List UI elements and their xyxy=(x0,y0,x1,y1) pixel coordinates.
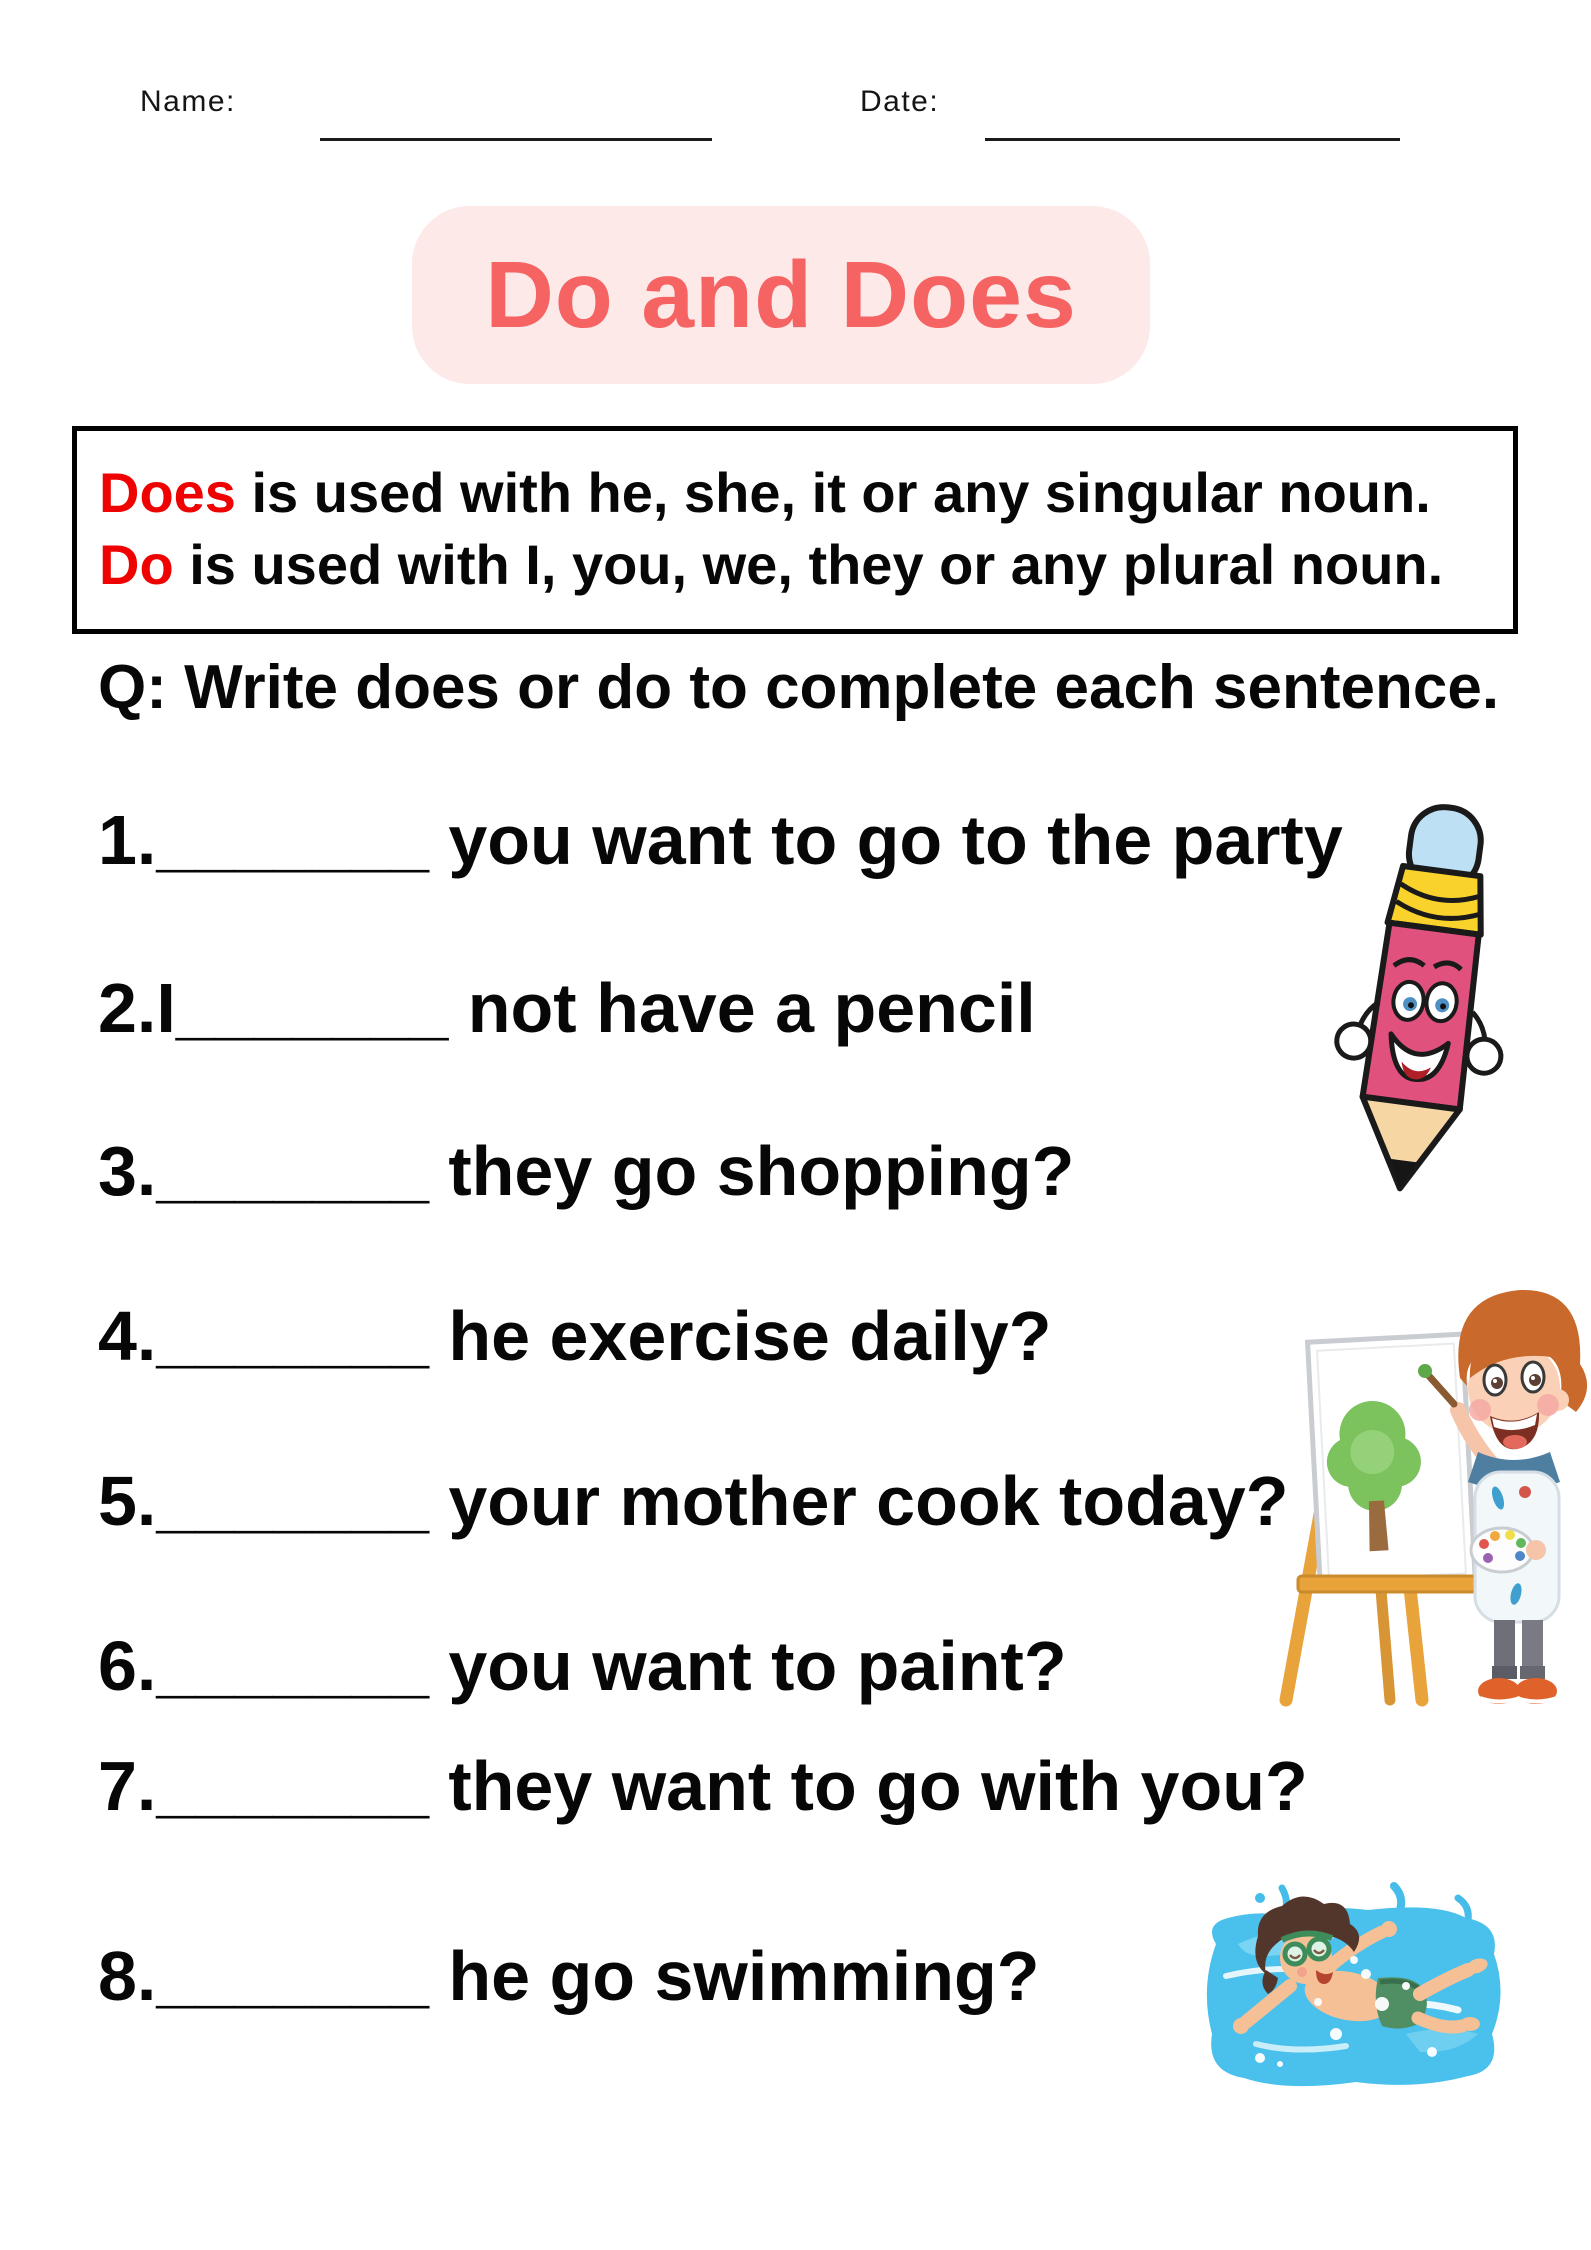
name-label: Name: xyxy=(140,85,236,118)
question-5-text: your mother cook today? xyxy=(428,1462,1289,1540)
question-8-text: he go swimming? xyxy=(428,1937,1040,2015)
pencil-cartoon-illustration xyxy=(1330,798,1520,1198)
rule-text-do: is used with I, you, we, they or any plural noun. xyxy=(173,533,1444,596)
question-prompt: Q: Write does or do to complete each sentence. xyxy=(98,653,1500,722)
boy-painting-illustration xyxy=(1262,1248,1591,1720)
question-4-blank[interactable]: _______ xyxy=(156,1297,429,1375)
question-7-number: 7. xyxy=(98,1747,157,1825)
question-3 xyxy=(98,1132,1075,1210)
question-2-number: 2.I xyxy=(98,969,176,1047)
question-3-blank[interactable]: _______ xyxy=(156,1132,429,1210)
rule-line-does xyxy=(99,457,1499,529)
question-7-blank[interactable]: _______ xyxy=(156,1747,429,1825)
page-title: Do and Does xyxy=(485,241,1077,348)
question-5-number: 5. xyxy=(98,1462,157,1540)
rule-word-do: Do xyxy=(99,533,174,596)
boy-painting-svg xyxy=(1262,1248,1591,1720)
question-8-blank[interactable]: _______ xyxy=(156,1937,429,2015)
question-3-number: 3. xyxy=(98,1132,157,1210)
boy-swimming-svg xyxy=(1196,1882,1506,2097)
pencil-cartoon-svg xyxy=(1330,798,1520,1198)
question-5 xyxy=(98,1462,1289,1540)
name-write-line[interactable] xyxy=(320,138,712,141)
boy-swimming-illustration xyxy=(1196,1882,1506,2097)
question-1 xyxy=(98,801,1343,879)
question-7-text: they want to go with you? xyxy=(428,1747,1308,1825)
question-3-text: they go shopping? xyxy=(428,1132,1075,1210)
question-4-number: 4. xyxy=(98,1297,157,1375)
question-1-text: you want to go to the party xyxy=(428,801,1343,879)
date-write-line[interactable] xyxy=(985,138,1400,141)
rule-word-does: Does xyxy=(99,461,236,524)
question-2-blank[interactable]: _______ xyxy=(175,969,449,1047)
question-6-number: 6. xyxy=(98,1627,157,1705)
question-7 xyxy=(98,1747,1308,1825)
question-4 xyxy=(98,1297,1052,1375)
question-8-number: 8. xyxy=(98,1937,157,2015)
question-6 xyxy=(98,1627,1067,1705)
question-5-blank[interactable]: _______ xyxy=(156,1462,429,1540)
rule-text-does: is used with he, she, it or any singular noun. xyxy=(235,461,1431,524)
grammar-rule-box xyxy=(72,426,1518,634)
question-2-text: not have a pencil xyxy=(448,969,1036,1047)
question-2 xyxy=(98,969,1036,1047)
title-banner xyxy=(412,206,1150,384)
question-4-text: he exercise daily? xyxy=(428,1297,1052,1375)
question-6-text: you want to paint? xyxy=(428,1627,1067,1705)
date-label: Date: xyxy=(860,85,940,118)
question-1-number: 1. xyxy=(98,801,157,879)
question-6-blank[interactable]: _______ xyxy=(156,1627,429,1705)
question-1-blank[interactable]: _______ xyxy=(156,801,429,879)
question-8 xyxy=(98,1937,1040,2015)
rule-line-do xyxy=(99,529,1499,601)
